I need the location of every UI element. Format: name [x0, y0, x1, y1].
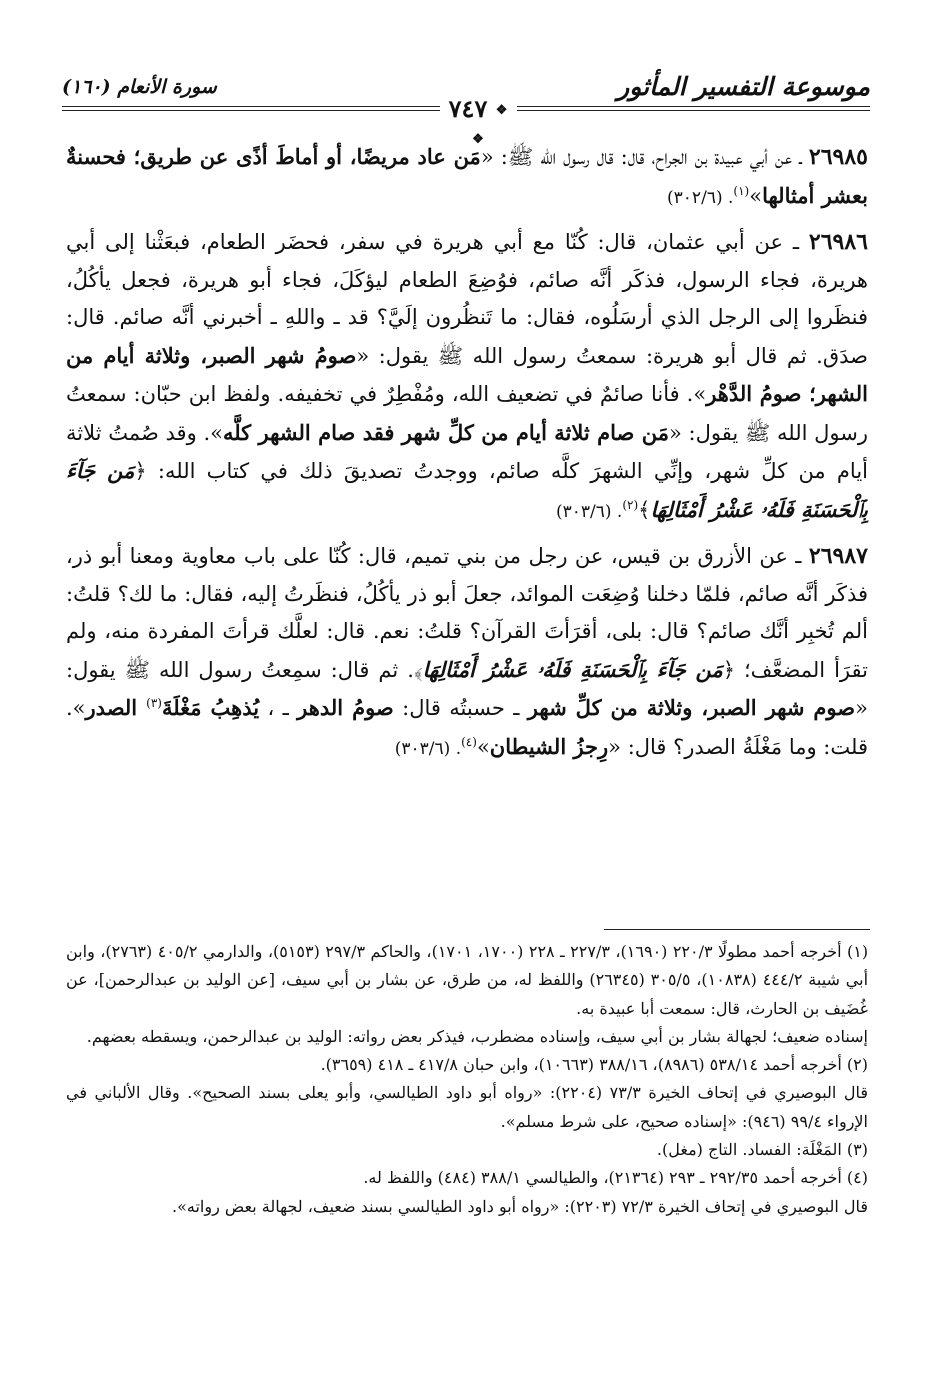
footnote-4-grading: قال البوصيري في إتحاف الخيرة ٣/‏٧٢ (٢٢٠٣): «رواه أبو داود الطيالسي بسند ضعيف، لجهالة بعض رواته». [172, 1196, 868, 1216]
entry-text: ـ ، [259, 696, 298, 720]
main-text [66, 138, 868, 775]
ornament-icon: ❖ [495, 103, 508, 118]
entry-26987 [66, 538, 868, 768]
entry-text: ». قلت: وما مَغْلَةُ الصدر؟ قال: « [66, 696, 868, 759]
footnote-1: (١) أخرجه أحمد مطولًا ٣/‏٢٢٠ (١٦٩٠)، ٣/‏٢٢٧ ـ ٢٢٨ (١٧٠٠، ١٧٠١)، والحاكم ٣/‏٢٩٧ (٥١٥٣)، والدارمي ٢/‏٤٠٥ (٢٧٦٣)، وابن أبي شيبة ٢/‏٤٤٤ (١٠٨٣٨)، ٥/‏٣٠٥ (٢٦٣٤٥) واللفظ له، من طرق، عن بشار بن أبي سيف، [عن الوليد بن عبدالرحمن]، عن غُضَيف بن الحارث، قال: سمعت أبا عبيدة به. [66, 942, 869, 1018]
hadith-text: صومُ الدهر [297, 695, 394, 720]
entry-text: ». وقد صُمتُ ثلاثة أيام من كلِّ شهر، وإنِّي الشهرَ كلَّه صائم، ووجدتُ تصديقَ ذلك في كتاب الله: ﴿ [66, 420, 868, 483]
source-reference: . (٦/‏٣٠٣) [555, 501, 623, 522]
surah-label: سورة الأنعام (١٦٠) [62, 76, 217, 98]
footnote-2: (٢) أخرجه أحمد ١٤/‏٥٣٨ (٨٩٨٦)، ١٦/‏٣٨٨ (١٠٦٦٣)، وابن حبان ٨/‏٤١٧ ـ ٤١٨ (٣٦٥٩). [320, 1055, 868, 1075]
page-number: ٧٤٧ [448, 94, 488, 123]
hadith-text: صوم شهر الصبر، وثلاثة من كلِّ شهر [527, 695, 856, 720]
entry-26985 [66, 138, 868, 217]
hadith-text: يُذهِبُ مَغْلَةَ [161, 695, 260, 720]
source-reference: . (٦/‏٣٠٣) [394, 738, 462, 759]
footnote-marker[interactable]: (٣) [146, 696, 162, 710]
footnote-marker[interactable]: (٤) [461, 734, 477, 749]
entry-text: ـ حسبتُه قال: [393, 696, 528, 720]
footnotes [66, 938, 868, 1221]
entry-number: ٢٦٩٨٥ [808, 144, 868, 170]
quran-verse: مَن جَآءَ بِٱلْحَسَنَةِ فَلَهُۥ عَشْرُ أَمْثَالِهَا [66, 458, 868, 522]
book-title: موسوعة التفسير المأثور [617, 72, 870, 101]
footnote-1-grading: إسناده ضعيف؛ لجهالة بشار بن أبي سيف، وإسناده مضطرب، فيذكر بعض رواته: الوليد بن عبدالرحمن، ويسقطه بعضهم. [86, 1026, 868, 1046]
footnote-2-grading: قال البوصيري في إتحاف الخيرة ٣/‏٧٣ (٢٢٠٤): «رواه أبو داود الطيالسي، وأبو يعلى بسند الصحيح». وقال الألباني في الإرواء ٤/‏٩٩ (٩٤٦): «إسناده صحيح، على شرط مسلم». [66, 1083, 869, 1131]
entry-text: ـ عن الأزرق بن قيس، عن رجل من بني تميم، قال: كُنّا على باب معاوية ومعنا أبو ذر، فذكَر أنَّه صائم، فلمّا دخلنا وُضِعَت الموائد، جعلَ أبو ذر يأكُلُ، فنظَرتُ إليه، فقال: ما لك؟ قلتُ: ألم تُخبِر أنَّك صائم؟ قال: بلى، أقرَأتَ القرآن؟ قلتُ: نعم. قال: لعلَّك قرأتَ المفردة منه، ولم تقرَأ المضعَّف؛ ﴿ [66, 544, 868, 682]
entry-number: ٢٦٩٨٦ [808, 229, 868, 255]
footnote-marker[interactable]: (٢) [622, 497, 639, 512]
entry-text: » [749, 183, 763, 208]
source-reference: . (٦/‏٣٠٢) [667, 187, 734, 208]
hadith-text: مَن صام ثلاثة أيام من كلِّ شهر فقد صام الشهر كلَّه [222, 419, 669, 445]
entry-text: ـ عن أبي عثمان، قال: كُنّا مع أبي هريرة في سفر، فحضَر الطعام، فبعَثْنا إلى أبي هريرة، فجاء الرسول، فذكَر أنَّه صائم، فوُضِعَ الطعام ليؤكَلَ، فجاء أبو هريرة، فجعل يأكُلُ، فنظَروا إلى الرجل الذي أرسَلُوه، فقال: ما تَنظُرون إلَيَّ؟ قد ـ واللهِ ـ أخبرني أنَّه صائم. قال: صدَق. ثم قال أبو هريرة: سمعتُ رسول الله ﷺ يقول: « [66, 230, 868, 368]
quran-verse: مَن جَآءَ بِٱلْحَسَنَةِ فَلَهُۥ عَشْرُ أَمْثَالِهَا [422, 656, 723, 682]
hadith-text: مَن عاد مريضًا، أو أماطَ أذًى عن طريق؛ فحسنةٌ بعشر أمثالها [66, 144, 868, 208]
header-rule [517, 106, 870, 107]
footnote-separator [604, 929, 870, 930]
hadith-text: صومُ شهر الصبر، وثلاثة أيام من الشهر؛ صومُ الدَّهْر [66, 342, 868, 406]
entry-text: ﴾ [638, 497, 651, 522]
footnote-3: (٣) المَغْلَة: الفساد. التاج (مغل). [656, 1140, 868, 1160]
entry-26986 [66, 224, 868, 531]
hadith-text: الصدر [85, 695, 147, 720]
header-rule [517, 110, 870, 111]
entry-text: ﴾. ثم قال: سمِعتُ رسول الله ﷺ يقول: « [66, 657, 868, 720]
footnote-4: (٤) أخرجه أحمد ٣٥/‏٢٩٢ ـ ٢٩٣ (٢١٣٦٤)، والطيالسي ١/‏٣٨٨ (٤٨٤) واللفظ له. [363, 1168, 868, 1188]
ornament-icon: ❖ [472, 132, 484, 147]
entry-text: ». فأنا صائمٌ في تضعيف الله، ومُفْطِرٌ في تخفيفه. ولفظ ابن حبّان: سمعتُ رسول الله ﷺ يقول: « [66, 382, 868, 445]
entry-text: » [476, 734, 490, 759]
hadith-text: رِجزُ الشيطان [489, 733, 609, 759]
entry-number: ٢٦٩٨٧ [808, 543, 868, 569]
footnote-marker[interactable]: (١) [733, 183, 750, 198]
page-header [62, 66, 870, 147]
entry-text: ـ عن أبي عبيدة بن الجراح، قال: قال رسول الله ﷺ: « [480, 145, 809, 169]
